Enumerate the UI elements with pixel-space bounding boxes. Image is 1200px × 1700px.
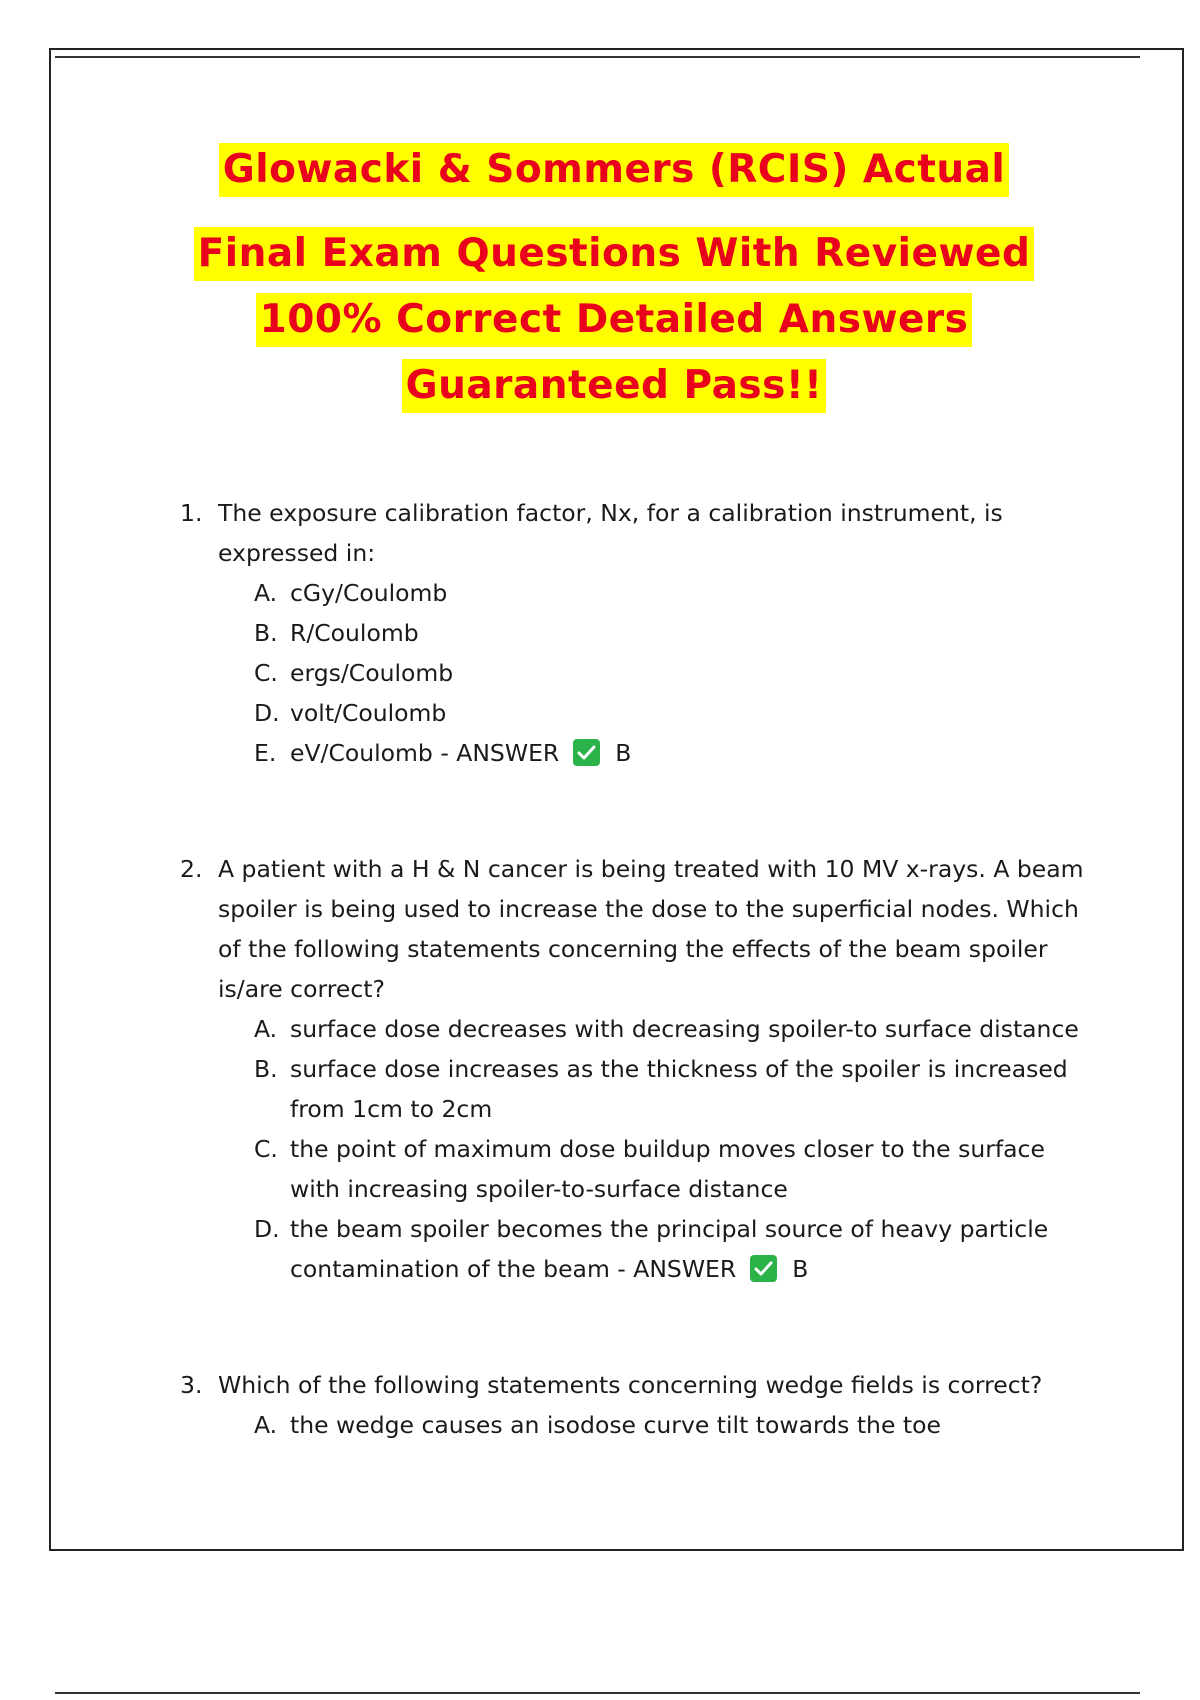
- option-text: the wedge causes an isodose curve tilt towards the toe: [290, 1411, 941, 1439]
- question-stem: A patient with a H & N cancer is being treated with 10 MV x-rays. A beam spoiler is being used to increase the dose to the superficial nodes. Which of the following statements concerning the effects of the beam spoiler is/are correct?: [218, 855, 1084, 1003]
- option-item: [254, 613, 1100, 653]
- option-item: [254, 693, 1100, 733]
- question-number: 3.: [180, 1371, 203, 1399]
- title-line-text: Glowacki & Sommers (RCIS) Actual: [219, 143, 1010, 197]
- question-list: [180, 493, 1100, 1445]
- option-item: [254, 1049, 1100, 1129]
- option-letter: A.: [254, 579, 278, 607]
- option-item: [254, 1209, 1100, 1289]
- title-line-text: 100% Correct Detailed Answers: [256, 293, 973, 347]
- option-text: R/Coulomb: [290, 619, 419, 647]
- question-stem: The exposure calibration factor, Nx, for a calibration instrument, is expressed in:: [218, 499, 1003, 567]
- option-text: volt/Coulomb: [290, 699, 447, 727]
- option-letter: C.: [254, 1135, 278, 1163]
- title-line: [0, 227, 1200, 293]
- answer-value: B: [792, 1255, 809, 1283]
- question-stem: Which of the following statements concerning wedge fields is correct?: [218, 1371, 1043, 1399]
- option-text: the point of maximum dose buildup moves closer to the surface with increasing spoiler-to-surface distance: [290, 1135, 1045, 1203]
- option-text: ergs/Coulomb: [290, 659, 454, 687]
- question-2: [180, 849, 1100, 1289]
- option-item: [254, 1009, 1100, 1049]
- title-line-text: Guaranteed Pass!!: [402, 359, 827, 413]
- option-item: [254, 573, 1100, 613]
- option-item: [254, 653, 1100, 693]
- option-letter: A.: [254, 1015, 278, 1043]
- option-letter: B.: [254, 619, 278, 647]
- option-text: cGy/Coulomb: [290, 579, 448, 607]
- option-text: eV/Coulomb - ANSWER: [290, 739, 560, 767]
- answer-value: B: [615, 739, 632, 767]
- option-letter: D.: [254, 699, 280, 727]
- check-mark-icon: [750, 1255, 777, 1282]
- option-letter: D.: [254, 1215, 280, 1243]
- document-title: [0, 143, 1200, 425]
- title-line: [0, 143, 1200, 227]
- title-line: [0, 359, 1200, 425]
- question-1: [180, 493, 1100, 773]
- option-item: [254, 733, 1100, 773]
- title-line: [0, 293, 1200, 359]
- option-text: surface dose increases as the thickness of the spoiler is increased from 1cm to 2cm: [290, 1055, 1068, 1123]
- question-number: 1.: [180, 499, 203, 527]
- option-letter: B.: [254, 1055, 278, 1083]
- option-text: surface dose decreases with decreasing spoiler-to surface distance: [290, 1015, 1079, 1043]
- question-number: 2.: [180, 855, 203, 883]
- option-item: [254, 1405, 1100, 1445]
- option-list: [218, 1405, 1100, 1445]
- question-3: [180, 1365, 1100, 1445]
- option-text: the beam spoiler becomes the principal source of heavy particle contamination of the beam - ANSWER: [290, 1215, 1049, 1283]
- check-mark-icon: [573, 739, 600, 766]
- title-line-text: Final Exam Questions With Reviewed: [194, 227, 1035, 281]
- option-list: [218, 1009, 1100, 1289]
- option-letter: A.: [254, 1411, 278, 1439]
- bottom-rule: [55, 1692, 1140, 1694]
- option-letter: E.: [254, 739, 277, 767]
- option-list: [218, 573, 1100, 773]
- option-item: [254, 1129, 1100, 1209]
- option-letter: C.: [254, 659, 278, 687]
